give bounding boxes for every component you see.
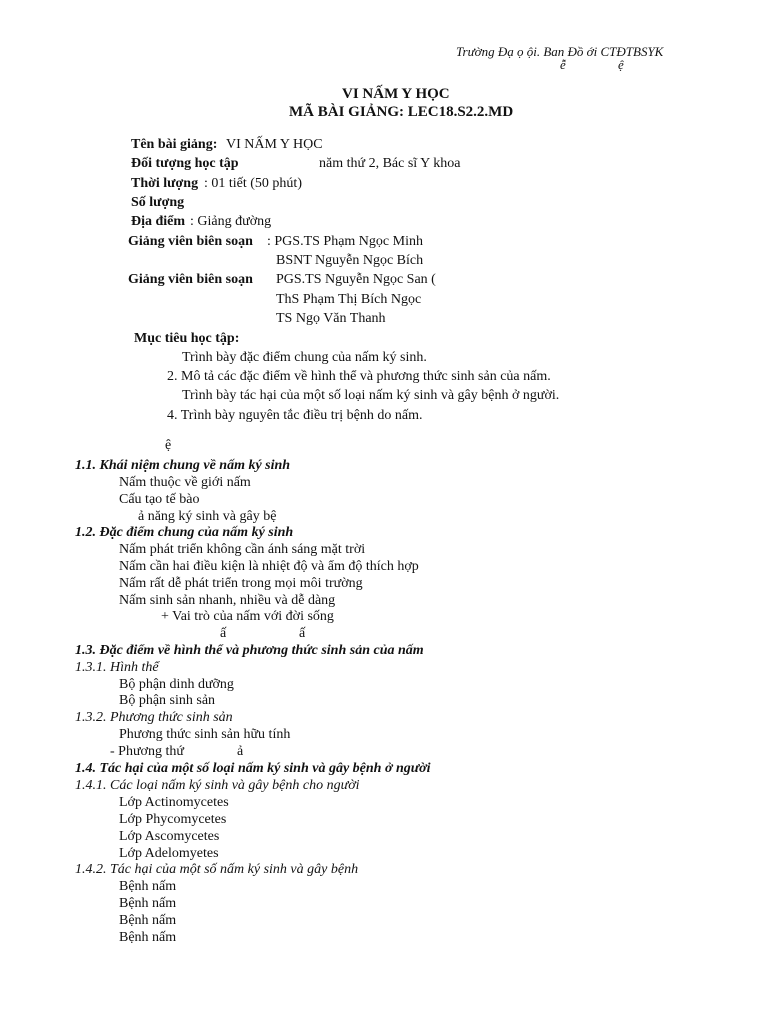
list-item: Nấm thuộc về giới nấm xyxy=(119,475,251,490)
list-item: Bệnh nấm xyxy=(119,896,177,911)
section-heading: 1.1. Khái niệm chung về nấm ký sinh xyxy=(75,458,291,473)
list-item: Nấm cần hai điều kiện là nhiệt độ và ẩm độ thích hợp xyxy=(119,559,419,574)
subsection-heading: 1.3.1. Hình thể xyxy=(75,660,159,675)
place-value: : Giảng đường xyxy=(190,214,272,229)
author-label: Giảng viên biên soạn xyxy=(128,234,253,249)
objectives-label: Mục tiêu học tập: xyxy=(134,331,240,346)
list-item: Phương thức sinh sản hữu tính xyxy=(119,727,291,742)
lecture-code: MÃ BÀI GIẢNG: LEC18.S2.2.MD xyxy=(289,104,514,120)
author-value: : PGS.TS Phạm Ngọc Minh xyxy=(267,234,423,249)
list-item: Nấm sinh sản nhanh, nhiều và dễ dàng xyxy=(119,593,336,608)
list-item: Lớp Adelomyetes xyxy=(119,846,219,861)
author-value: ThS Phạm Thị Bích Ngọc xyxy=(276,292,422,307)
list-item: ả xyxy=(237,744,244,759)
list-item: ả năng ký sinh và gây bệ xyxy=(138,509,277,524)
list-item: Lớp Phycomycetes xyxy=(119,812,227,827)
list-item: Bộ phận sinh sản xyxy=(119,693,216,708)
list-item: Bệnh nấm xyxy=(119,930,177,945)
list-item: Bộ phận dinh dưỡng xyxy=(119,677,234,692)
duration-value: : 01 tiết (50 phút) xyxy=(204,176,302,191)
list-item: Nấm phát triển không cần ánh sáng mặt trời xyxy=(119,542,366,557)
list-item: Nấm rất dễ phát triển trong mọi môi trường xyxy=(119,576,363,591)
duration-label: Thời lượng xyxy=(131,176,199,191)
stray-glyph: ấ xyxy=(220,626,227,641)
list-item: Cấu tạo tế bào xyxy=(119,492,200,507)
document-title: VI NẤM Y HỌC xyxy=(342,86,450,102)
header-line: Trường Đạ ọ ội. Ban Đồ ới CTĐTBSYK xyxy=(456,44,664,59)
stray-glyph: ấ xyxy=(299,626,306,641)
objective-item: Trình bày đặc điểm chung của nấm ký sinh. xyxy=(182,350,427,365)
objective-item: 2. Mô tả các đặc điểm về hình thể và phương thức sinh sản của nấm. xyxy=(167,369,551,384)
audience-label: Đối tượng học tập xyxy=(131,156,239,171)
header-fragment: ễ xyxy=(560,57,566,72)
audience-value: năm thứ 2, Bác sĩ Y khoa xyxy=(319,156,461,171)
stray-glyph: ệ xyxy=(165,438,172,453)
place-label: Địa điểm xyxy=(131,214,186,229)
section-heading: 1.4. Tác hại của một số loại nấm ký sinh và gây bệnh ở người xyxy=(75,761,431,776)
list-item: Bệnh nấm xyxy=(119,913,177,928)
objective-item: 4. Trình bày nguyên tắc điều trị bệnh do nấm. xyxy=(167,408,423,423)
author-label: Giảng viên biên soạn xyxy=(128,272,253,287)
lecture-name-value: VI NẤM Y HỌC xyxy=(226,137,323,152)
list-item: Bệnh nấm xyxy=(119,879,177,894)
objective-item: Trình bày tác hại của một số loại nấm ký sinh và gây bệnh ở người. xyxy=(182,388,560,403)
header-fragment: ệ xyxy=(618,57,624,72)
count-label: Số lượng xyxy=(131,195,185,210)
list-item: Lớp Ascomycetes xyxy=(119,829,220,844)
section-heading: 1.2. Đặc điểm chung của nấm ký sinh xyxy=(75,525,294,540)
list-item: + Vai trò của nấm với đời sống xyxy=(161,609,334,624)
list-item: - Phương thứ xyxy=(110,744,184,759)
author-value: BSNT Nguyễn Ngọc Bích xyxy=(276,253,424,268)
author-value: PGS.TS Nguyễn Ngọc San ( xyxy=(276,272,436,287)
list-item: Lớp Actinomycetes xyxy=(119,795,229,810)
subsection-heading: 1.4.1. Các loại nấm ký sinh và gây bệnh cho người xyxy=(75,778,360,793)
lecture-name-label: Tên bài giảng: xyxy=(131,137,218,152)
subsection-heading: 1.3.2. Phương thức sinh sản xyxy=(75,710,233,725)
subsection-heading: 1.4.2. Tác hại của một số nấm ký sinh và gây bệnh xyxy=(75,862,359,877)
section-heading: 1.3. Đặc điểm về hình thể và phương thức sinh sản của nấm xyxy=(75,643,424,658)
author-value: TS Ngọ Văn Thanh xyxy=(276,311,386,326)
